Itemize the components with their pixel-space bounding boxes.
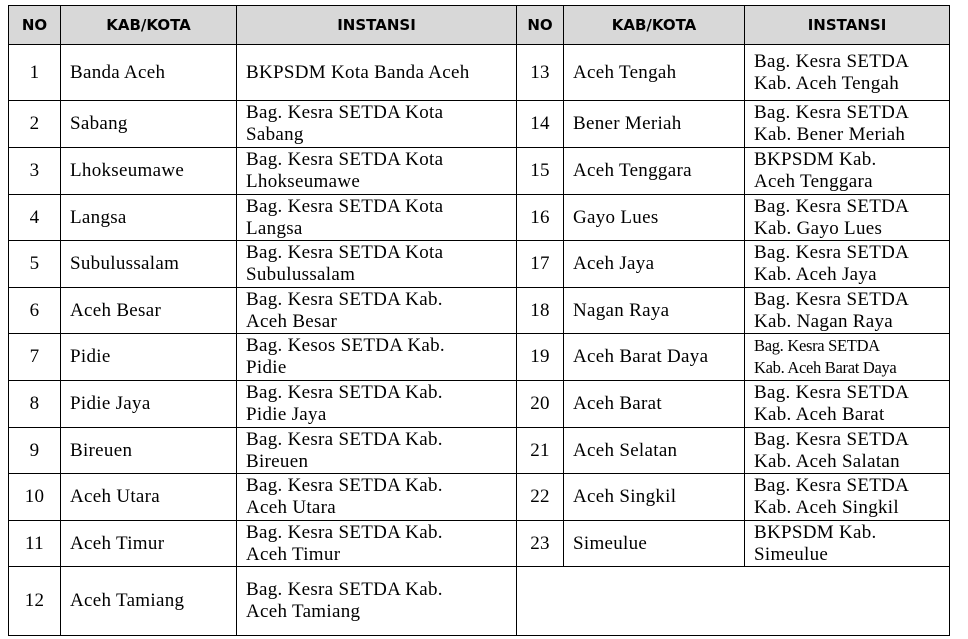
kab-kota-cell: Nagan Raya (564, 288, 745, 334)
kab-kota-cell: Aceh Singkil (564, 474, 745, 521)
kab-kota-cell: Aceh Selatan (564, 428, 745, 474)
table-row (9, 195, 950, 241)
kab-kota-cell: Aceh Timur (61, 521, 237, 567)
header-row (9, 6, 950, 45)
instansi-cell: Bag. Kesra SETDA Kab. Aceh Tamiang (237, 567, 517, 636)
row-number: 10 (9, 474, 61, 521)
row-number: 19 (517, 334, 564, 381)
instansi-cell: Bag. Kesos SETDA Kab. Pidie (237, 334, 517, 381)
instansi-cell: Bag. Kesra SETDA Kab. Aceh Barat Daya (745, 334, 950, 381)
header-kab-kota: KAB/KOTA (564, 6, 745, 45)
table-row (9, 45, 950, 101)
row-number: 20 (517, 381, 564, 428)
kab-kota-cell: Lhokseumawe (61, 148, 237, 195)
table-row (9, 567, 950, 636)
kab-kota-cell: Aceh Utara (61, 474, 237, 521)
header-instansi: INSTANSI (745, 6, 950, 45)
instansi-cell: Bag. Kesra SETDA Kab. Aceh Timur (237, 521, 517, 567)
kab-kota-cell: Aceh Barat (564, 381, 745, 428)
instansi-cell: Bag. Kesra SETDA Kab. Aceh Barat (745, 381, 950, 428)
instansi-cell: Bag. Kesra SETDA Kab. Aceh Jaya (745, 241, 950, 288)
instansi-cell: Bag. Kesra SETDA Kab. Aceh Singkil (745, 474, 950, 521)
row-number: 11 (9, 521, 61, 567)
instansi-cell: Bag. Kesra SETDA Kota Sabang (237, 101, 517, 148)
row-number: 7 (9, 334, 61, 381)
instansi-cell: Bag. Kesra SETDA Kab. Gayo Lues (745, 195, 950, 241)
kab-kota-cell: Sabang (61, 101, 237, 148)
row-number: 14 (517, 101, 564, 148)
kab-kota-cell: Banda Aceh (61, 45, 237, 101)
empty-cell (517, 567, 950, 636)
instansi-cell: BKPSDM Kab. Aceh Tenggara (745, 148, 950, 195)
table-row (9, 101, 950, 148)
kab-kota-cell: Gayo Lues (564, 195, 745, 241)
table-row (9, 334, 950, 381)
row-number: 4 (9, 195, 61, 241)
instansi-cell: Bag. Kesra SETDA Kab. Pidie Jaya (237, 381, 517, 428)
instansi-cell: Bag. Kesra SETDA Kab. Aceh Besar (237, 288, 517, 334)
instansi-cell: Bag. Kesra SETDA Kota Lhokseumawe (237, 148, 517, 195)
table-row (9, 241, 950, 288)
row-number: 18 (517, 288, 564, 334)
table-row (9, 521, 950, 567)
kab-kota-cell: Bener Meriah (564, 101, 745, 148)
row-number: 22 (517, 474, 564, 521)
kab-kota-cell: Aceh Jaya (564, 241, 745, 288)
row-number: 23 (517, 521, 564, 567)
kab-kota-cell: Bireuen (61, 428, 237, 474)
header-no: NO (9, 6, 61, 45)
row-number: 16 (517, 195, 564, 241)
row-number: 3 (9, 148, 61, 195)
header-instansi: INSTANSI (237, 6, 517, 45)
header-kab-kota: KAB/KOTA (61, 6, 237, 45)
kab-kota-cell: Aceh Tengah (564, 45, 745, 101)
row-number: 2 (9, 101, 61, 148)
kab-kota-cell: Aceh Tamiang (61, 567, 237, 636)
table-row (9, 381, 950, 428)
table-row (9, 474, 950, 521)
header-no: NO (517, 6, 564, 45)
table-row (9, 288, 950, 334)
kab-kota-cell: Pidie (61, 334, 237, 381)
kab-kota-cell: Aceh Besar (61, 288, 237, 334)
table-row (9, 148, 950, 195)
row-number: 5 (9, 241, 61, 288)
row-number: 12 (9, 567, 61, 636)
row-number: 15 (517, 148, 564, 195)
row-number: 9 (9, 428, 61, 474)
instansi-cell: Bag. Kesra SETDA Kota Subulussalam (237, 241, 517, 288)
kab-kota-cell: Langsa (61, 195, 237, 241)
instansi-table (8, 5, 950, 636)
row-number: 21 (517, 428, 564, 474)
row-number: 13 (517, 45, 564, 101)
kab-kota-cell: Simeulue (564, 521, 745, 567)
row-number: 1 (9, 45, 61, 101)
instansi-cell: Bag. Kesra SETDA Kab. Nagan Raya (745, 288, 950, 334)
table-row (9, 428, 950, 474)
instansi-cell: Bag. Kesra SETDA Kab. Bireuen (237, 428, 517, 474)
instansi-cell: Bag. Kesra SETDA Kab. Aceh Salatan (745, 428, 950, 474)
row-number: 8 (9, 381, 61, 428)
kab-kota-cell: Pidie Jaya (61, 381, 237, 428)
kab-kota-cell: Subulussalam (61, 241, 237, 288)
instansi-cell: Bag. Kesra SETDA Kab. Bener Meriah (745, 101, 950, 148)
row-number: 17 (517, 241, 564, 288)
row-number: 6 (9, 288, 61, 334)
instansi-cell: BKPSDM Kota Banda Aceh (237, 45, 517, 101)
kab-kota-cell: Aceh Tenggara (564, 148, 745, 195)
instansi-cell: Bag. Kesra SETDA Kota Langsa (237, 195, 517, 241)
instansi-cell: Bag. Kesra SETDA Kab. Aceh Tengah (745, 45, 950, 101)
instansi-cell: Bag. Kesra SETDA Kab. Aceh Utara (237, 474, 517, 521)
instansi-cell: BKPSDM Kab. Simeulue (745, 521, 950, 567)
kab-kota-cell: Aceh Barat Daya (564, 334, 745, 381)
